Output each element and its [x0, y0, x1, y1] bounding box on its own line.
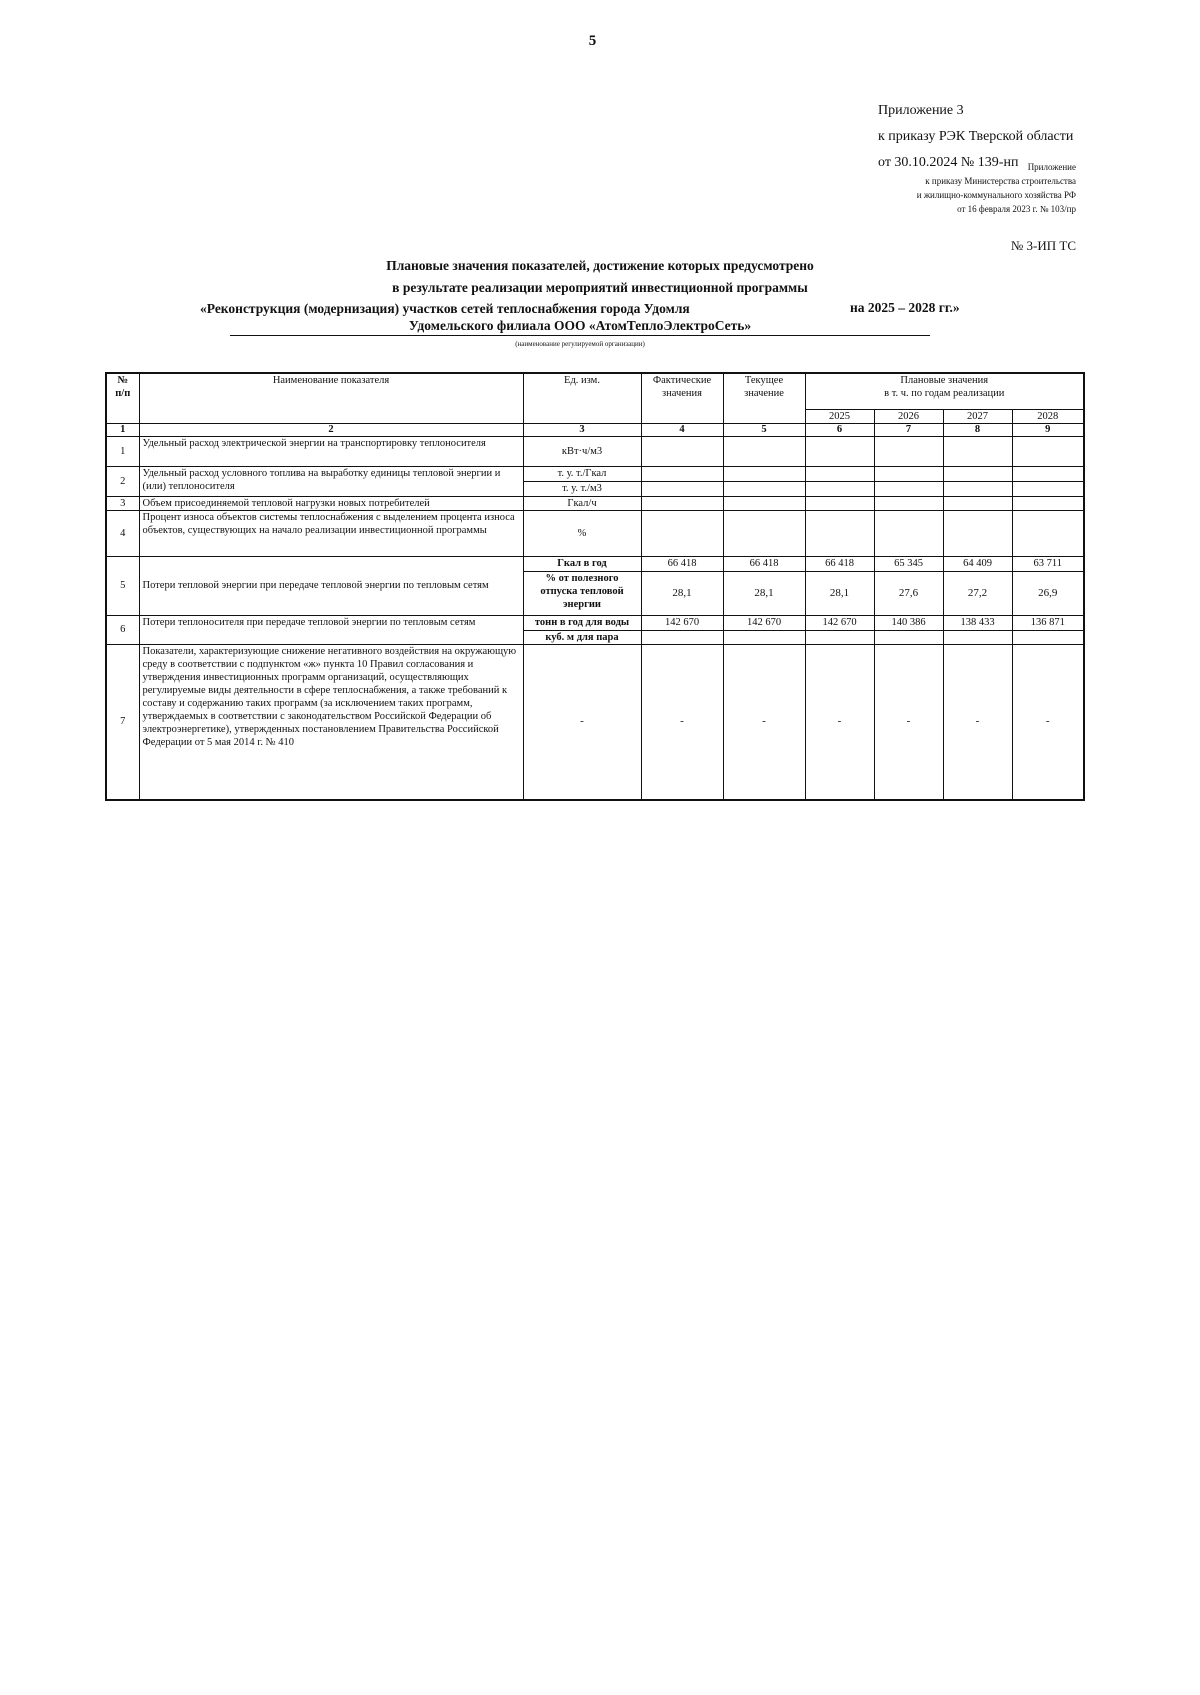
value-2026: -	[874, 644, 943, 800]
table-row	[106, 644, 1084, 800]
appendix-line2: к приказу РЭК Тверской области	[878, 129, 1074, 144]
empty-cell	[943, 481, 1012, 496]
table-row	[106, 556, 1084, 571]
title-line1: Плановые значения показателей, достижение которых предусмотрено	[386, 258, 814, 273]
empty-cell	[1012, 510, 1084, 556]
table-row	[106, 496, 1084, 510]
row-unit: куб. м для пара	[523, 630, 641, 644]
row-num: 2	[106, 466, 139, 496]
organization-name: Удомельского филиала ООО «АтомТеплоЭлектроСеть»	[230, 318, 930, 336]
row-unit: %	[523, 510, 641, 556]
empty-cell	[874, 436, 943, 466]
column-index: 5	[723, 423, 805, 436]
empty-cell	[943, 466, 1012, 481]
empty-cell	[805, 496, 874, 510]
empty-cell	[805, 481, 874, 496]
row-name: Объем присоединяемой тепловой нагрузки новых потребителей	[139, 496, 523, 510]
appendix-line1: Приложение 3	[878, 103, 964, 118]
empty-cell	[943, 496, 1012, 510]
value-actual: 66 418	[641, 556, 723, 571]
column-index: 4	[641, 423, 723, 436]
empty-cell	[874, 481, 943, 496]
value-current: 66 418	[723, 556, 805, 571]
empty-cell	[723, 630, 805, 644]
header-name: Наименование показателя	[139, 373, 523, 423]
empty-cell	[805, 510, 874, 556]
empty-cell	[641, 466, 723, 481]
row-unit: Гкал в год	[523, 556, 641, 571]
empty-cell	[805, 466, 874, 481]
empty-cell	[641, 630, 723, 644]
empty-cell	[874, 510, 943, 556]
empty-cell	[723, 481, 805, 496]
column-index: 2	[139, 423, 523, 436]
empty-cell	[723, 436, 805, 466]
ministry-appendix-line4: от 16 февраля 2023 г. № 103/пр	[957, 204, 1076, 214]
value-2028: 26,9	[1012, 571, 1084, 615]
row-name: Процент износа объектов системы теплоснабжения с выделением процента износа объектов, существующих на начало реализации инвестиционной программы	[139, 510, 523, 556]
empty-cell	[1012, 436, 1084, 466]
table-row	[106, 510, 1084, 556]
header-planned-subtitle: в т. ч. по годам реализации	[884, 388, 1005, 399]
form-number: № 3-ИП ТС	[1010, 238, 1076, 253]
row-name: Потери теплоносителя при передаче тепловой энергии по тепловым сетям	[139, 615, 523, 644]
project-name: «Реконструкция (модернизация) участков сетей теплоснабжения города Удомля	[200, 301, 690, 316]
empty-cell	[943, 436, 1012, 466]
header-planned-title: Плановые значения	[900, 375, 989, 386]
table-row	[106, 436, 1084, 466]
header-current: Текущее значение	[723, 373, 805, 423]
document-title	[0, 255, 1200, 299]
column-index: 7	[874, 423, 943, 436]
value-2025: -	[805, 644, 874, 800]
title-line2: в результате реализации мероприятий инвестиционной программы	[392, 280, 808, 295]
header-unit: Ед. изм.	[523, 373, 641, 423]
empty-cell	[723, 510, 805, 556]
row-unit: -	[523, 644, 641, 800]
empty-cell	[1012, 481, 1084, 496]
empty-cell	[874, 466, 943, 481]
empty-cell	[943, 510, 1012, 556]
value-2026: 140 386	[874, 615, 943, 630]
row-unit: Гкал/ч	[523, 496, 641, 510]
ministry-appendix-line3: и жилищно-коммунального хозяйства РФ	[916, 190, 1076, 200]
row-unit: % от полезного отпуска тепловой энергии	[523, 571, 641, 615]
column-index: 8	[943, 423, 1012, 436]
value-2028: -	[1012, 644, 1084, 800]
row-name: Показатели, характеризующие снижение негативного воздействия на окружающую среду в соответствии с подпунктом «ж» пункта 10 Правил согласования и утверждения инвестиционных программ организаций, осуществляющих регулируемые виды деятельности в сфере теплоснабжения, а также требований к составу и содержанию таких программ (за исключением таких программ, утверждаемых в соответствии с законодательством Российской Федерации об электроэнергетике), утвержденных постановлением Правительства Российской Федерации от 5 мая 2014 г. № 410	[139, 644, 523, 800]
ministry-appendix-line2: к приказу Министерства строительства	[925, 176, 1076, 186]
value-current: -	[723, 644, 805, 800]
empty-cell	[641, 510, 723, 556]
row-unit: т. у. т./м3	[523, 481, 641, 496]
row-name: Потери тепловой энергии при передаче тепловой энергии по тепловым сетям	[139, 556, 523, 615]
header-actual: Фактические значения	[641, 373, 723, 423]
row-num: 4	[106, 510, 139, 556]
program-period: на 2025 – 2028 гг.»	[850, 300, 960, 315]
empty-cell	[874, 496, 943, 510]
empty-cell	[1012, 630, 1084, 644]
row-name: Удельный расход электрической энергии на транспортировку теплоносителя	[139, 436, 523, 466]
value-2027: 27,2	[943, 571, 1012, 615]
value-2025: 66 418	[805, 556, 874, 571]
empty-cell	[943, 630, 1012, 644]
empty-cell	[805, 630, 874, 644]
row-num: 5	[106, 556, 139, 615]
row-name: Удельный расход условного топлива на выработку единицы тепловой энергии и (или) теплоносителя	[139, 466, 523, 496]
empty-cell	[723, 496, 805, 510]
page-number: 5	[588, 33, 597, 49]
table-row	[106, 466, 1084, 481]
value-2025: 142 670	[805, 615, 874, 630]
row-unit: кВт·ч/м3	[523, 436, 641, 466]
row-unit: тонн в год для воды	[523, 615, 641, 630]
empty-cell	[641, 436, 723, 466]
column-index: 6	[805, 423, 874, 436]
ministry-appendix-line1: Приложение	[1027, 162, 1076, 172]
header-num: № п/п	[106, 373, 139, 423]
empty-cell	[1012, 496, 1084, 510]
table-row	[106, 615, 1084, 630]
appendix-line3: от 30.10.2024 № 139-нп	[878, 155, 1019, 170]
ministry-appendix-block	[917, 160, 1076, 216]
value-2027: 64 409	[943, 556, 1012, 571]
row-unit: т. у. т./Гкал	[523, 466, 641, 481]
header-year-2026: 2026	[874, 409, 943, 423]
value-2025: 28,1	[805, 571, 874, 615]
value-2027: 138 433	[943, 615, 1012, 630]
value-actual: 28,1	[641, 571, 723, 615]
empty-cell	[805, 436, 874, 466]
organization-caption: (наименование регулируемой организации)	[515, 340, 645, 348]
empty-cell	[641, 496, 723, 510]
empty-cell	[1012, 466, 1084, 481]
value-actual: -	[641, 644, 723, 800]
value-2028: 63 711	[1012, 556, 1084, 571]
value-2026: 27,6	[874, 571, 943, 615]
header-year-2028: 2028	[1012, 409, 1084, 423]
header-planned	[805, 373, 1084, 409]
value-current: 142 670	[723, 615, 805, 630]
header-year-2027: 2027	[943, 409, 1012, 423]
column-index: 9	[1012, 423, 1084, 436]
column-index: 1	[106, 423, 139, 436]
row-num: 1	[106, 436, 139, 466]
empty-cell	[641, 481, 723, 496]
value-2026: 65 345	[874, 556, 943, 571]
value-current: 28,1	[723, 571, 805, 615]
empty-cell	[874, 630, 943, 644]
column-index: 3	[523, 423, 641, 436]
header-year-2025: 2025	[805, 409, 874, 423]
value-2027: -	[943, 644, 1012, 800]
empty-cell	[723, 466, 805, 481]
value-2028: 136 871	[1012, 615, 1084, 630]
row-num: 7	[106, 644, 139, 800]
row-num: 3	[106, 496, 139, 510]
indicators-table	[105, 372, 1085, 801]
row-num: 6	[106, 615, 139, 644]
value-actual: 142 670	[641, 615, 723, 630]
